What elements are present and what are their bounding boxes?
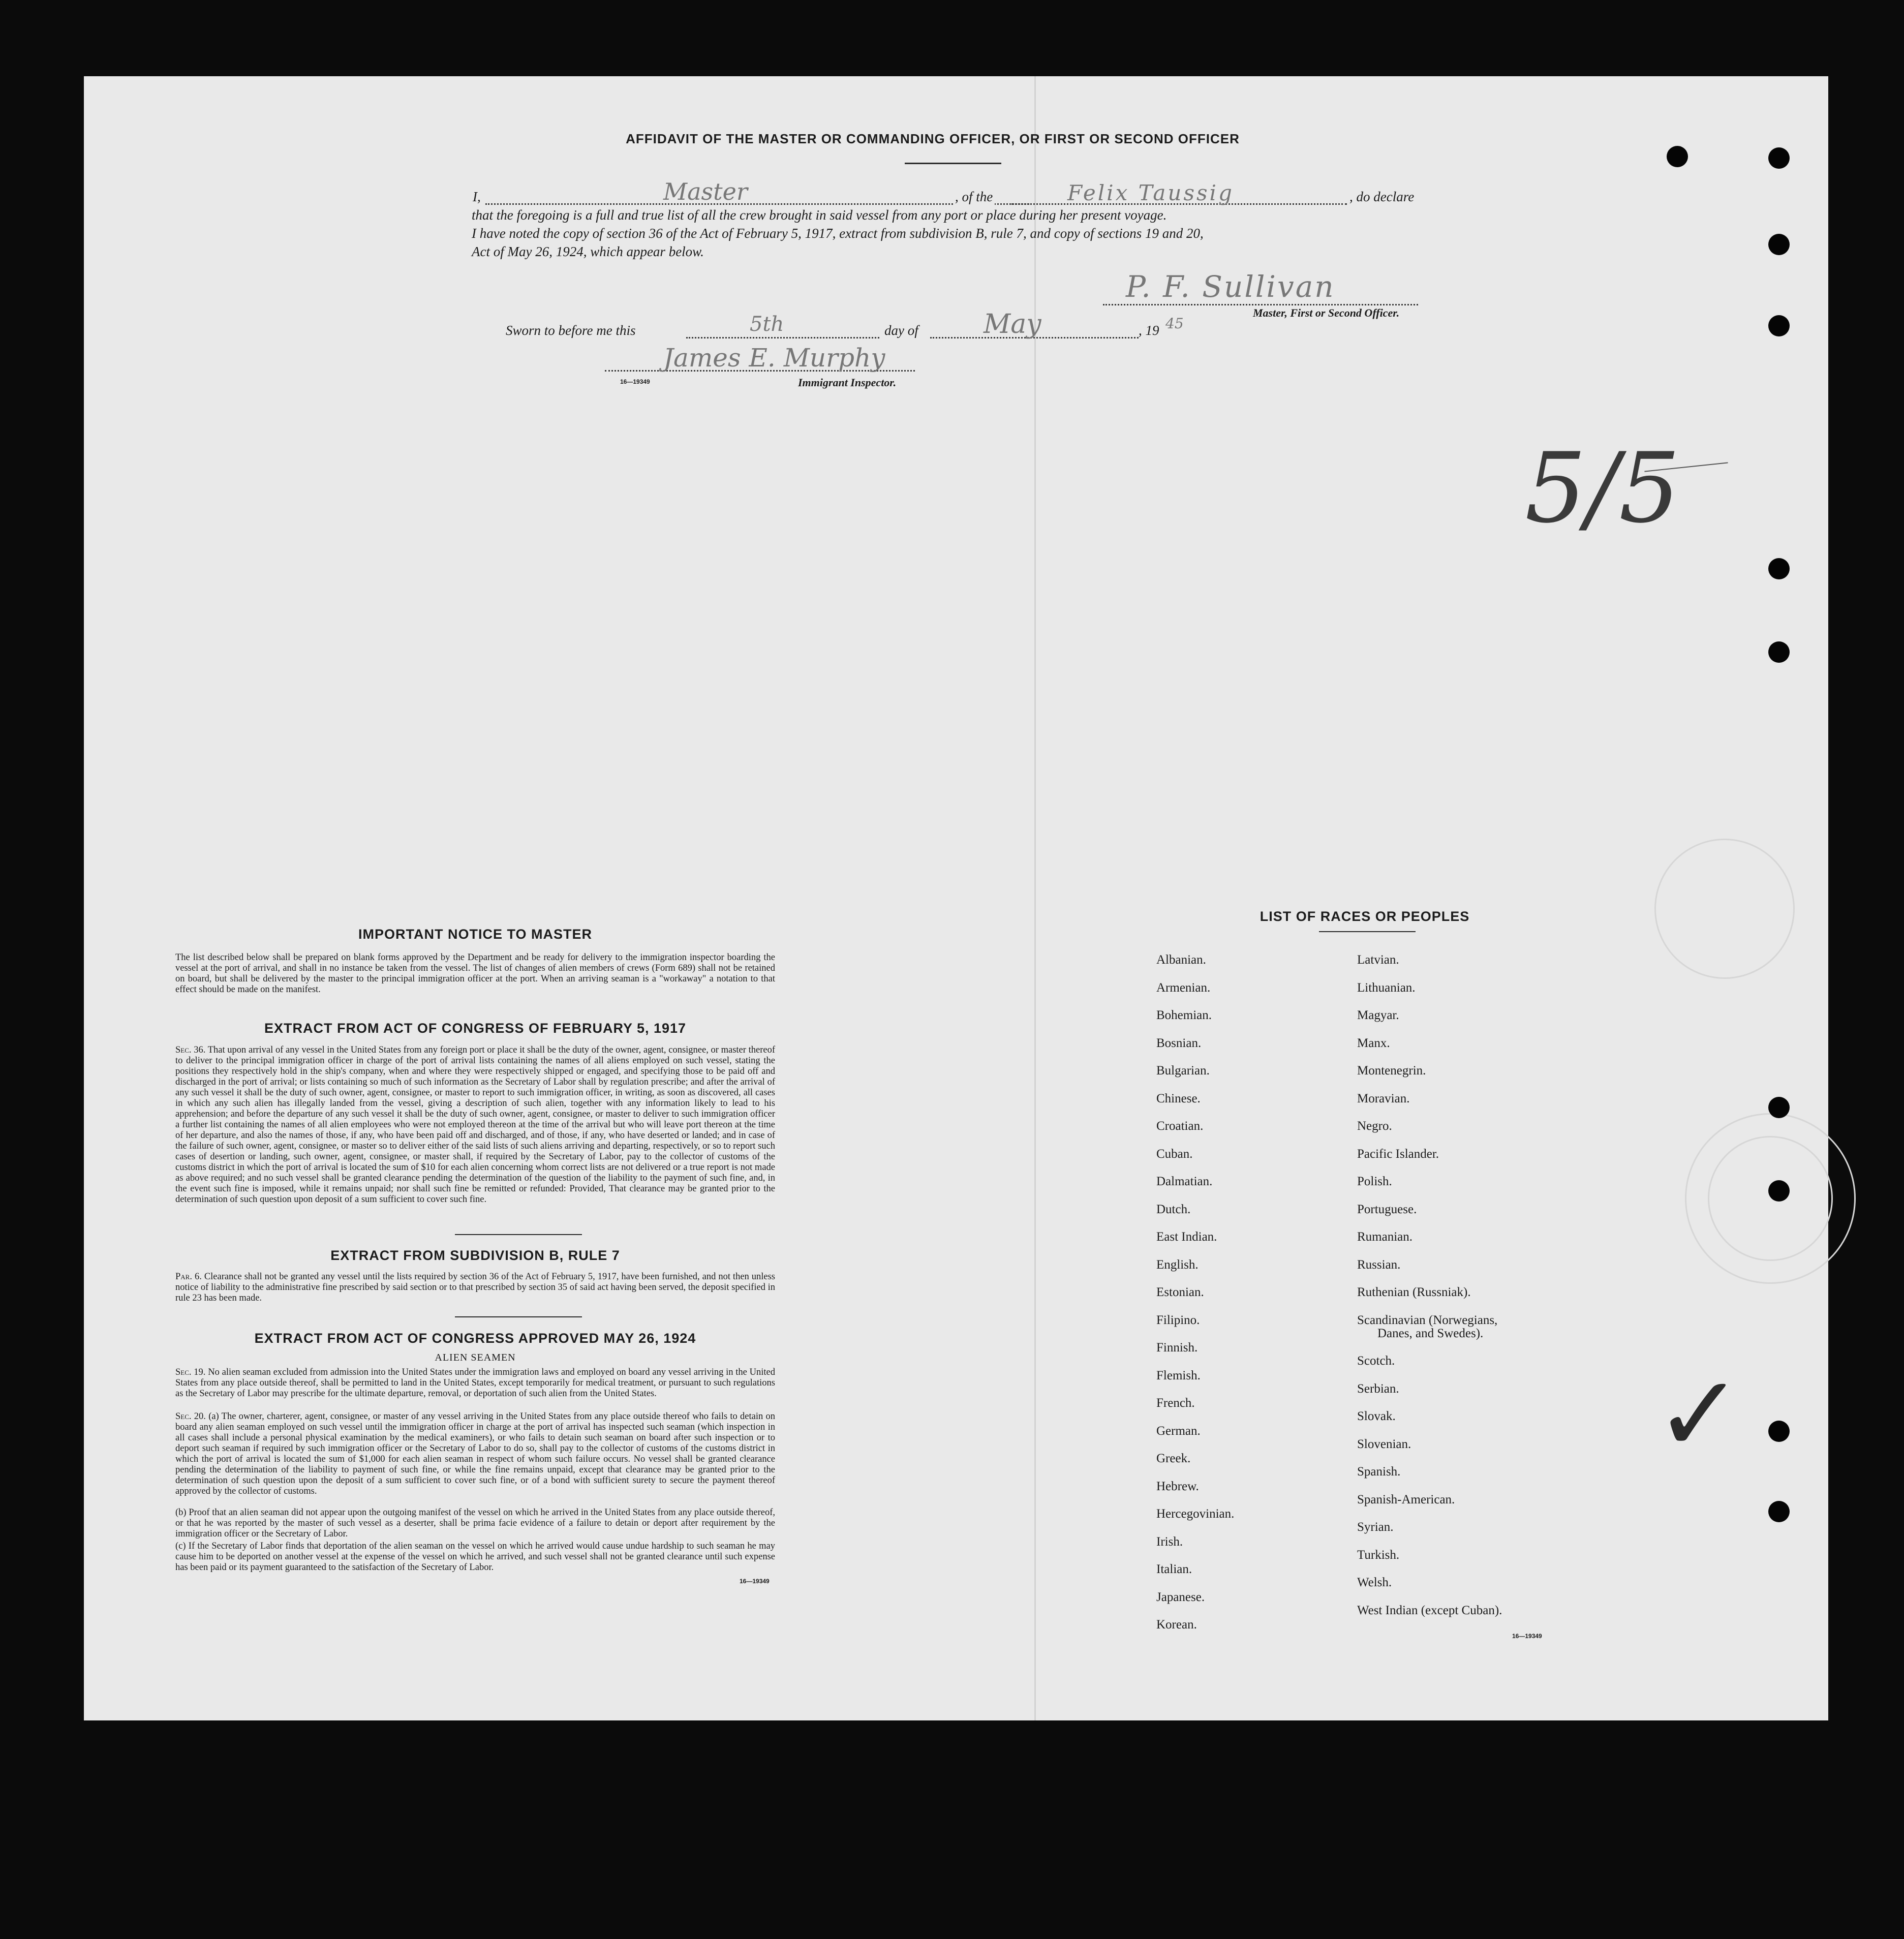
affidavit-title: AFFIDAVIT OF THE MASTER OR COMMANDING OFFICER, OR FIRST OR SECOND OFFICER [626,131,1240,146]
check-mark: ✓ [1654,1352,1744,1476]
punch-hole [1768,1421,1790,1442]
sec19-text: No alien seaman excluded from admission into the United States under the immigration laws and employed on board any vessel arriving in the United States from any place outside thereof, shall be permitted to land in the United States, except temporarily for medical treatment, or pursuant to such regulations as the Secretary of Labor may prescribe for the ultimate departure, removal, or deportation of such alien from the United States. [175,1367,776,1399]
race-item: Spanish-American. [1357,1492,1455,1506]
race-item: Hebrew. [1156,1479,1199,1493]
races-form-number: 16—19349 [1512,1633,1542,1640]
race-item: Scotch. [1357,1354,1395,1368]
day-line [686,337,879,338]
race-item: Montenegrin. [1357,1064,1426,1078]
race-item: Negro. [1357,1119,1392,1133]
extract-1917-title: EXTRACT FROM ACT OF CONGRESS OF FEBRUARY 5, 1917 [264,1021,687,1036]
day-of-label: day of [884,323,918,338]
race-item: Manx. [1357,1036,1390,1050]
affidavit-body-3: Act of May 26, 1924, which appear below. [472,244,704,259]
inspector-handwritten: James E. Murphy [663,343,885,373]
race-item: Polish. [1357,1175,1392,1188]
punch-hole [1768,641,1790,663]
race-item: Russian. [1357,1257,1401,1272]
of-the-label: , of the [953,189,995,205]
affidavit-body-1: that the foregoing is a full and true list of all the crew brought in said vessel from any port or place during her present voyage. [472,207,1167,223]
month-handwritten: May [984,309,1041,340]
document-sheet [84,76,1828,1720]
race-item: Scandinavian (Norwegians, [1357,1313,1498,1327]
race-item: Hercegovinian. [1156,1507,1235,1521]
declare-label: , do declare [1349,189,1415,204]
sworn-label: Sworn to before me this [506,323,636,338]
race-item: Pacific Islander. [1357,1147,1439,1161]
race-item: Latvian. [1357,953,1399,967]
race-item: Flemish. [1156,1368,1201,1382]
inspector-caption: Immigrant Inspector. [798,376,897,389]
divider-1 [455,1234,582,1235]
affidavit-i: I, [473,189,481,204]
embossed-seal-top [1654,839,1795,979]
year-handwritten: 45 [1165,315,1184,332]
title-underline [905,163,1001,164]
sec20a-text: (a) The owner, charterer, agent, consignee, or master of any vessel arriving in the United States from any place outside thereof who fails to detain on board any alien seaman employed on such vessel until the immigration officer in charge at the port of arrival has inspected such seaman (which inspection in all cases shall include a personal physical examination by the medical examiners), or who fails to detain such seaman on board after such inspection or to deport such seaman if required by such immigration officer or the Secretary of Labor to do so, shall pay to the collector of customs of the customs district in which the port of arrival is located the sum of $1,000 for each alien seaman in respect of whom such failure occurs. No vessel shall be granted clearance pending the determination of the liability to payment of such fine, or while the fine remains unpaid, except that clearance may be granted prior to the determination of such question upon the deposit of a sum sufficient to cover such fine, or of a bond with sufficient surety to secure the payment thereof approved by the collector of customs. [175,1411,776,1496]
page-number-mark: 5/5 [1525,432,1680,544]
name-handwritten: Master [663,178,748,205]
race-item: Portuguese. [1357,1202,1417,1216]
extract-1924-subtitle: ALIEN SEAMEN [435,1352,516,1363]
races-title: LIST OF RACES OR PEOPLES [1260,909,1470,924]
sec36-text: That upon arrival of any vessel in the United States from any foreign port or place it shall be the duty of the owner, agent, consignee, or master thereof to deliver to the principal immigration officer in charge of the port of arrival lists containing the names of all aliens employed on such vessel, stating the positions they respectively hold in the ship's company, when and where they were respectively shipped or engaged, and specifying those to be paid off and discharged in the port of arrival; or lists containing so much of such information as the Secretary of Labor shall by regulation prescribe; and after the arrival of any such vessel it shall be the duty of such owner, agent, consignee, or master to report to such immigration officer, in writing, as soon as discovered, all cases in which any such alien has illegally landed from the vessel, giving a description of such alien, together with any information likely to lead to his apprehension; and before the departure of any such vessel it shall be the duty of such owner, agent, consignee, or master to deliver to such immigration officer a further list containing the names of all alien employees who were not employed thereon at the time of the arrival but who will leave port thereon at the time of her departure, and also the names of those, if any, who have been paid off and discharged, and of those, if any, who have deserted or landed; and in case of the failure of such owner, agent, consignee, or master so to deliver either of the said lists of such aliens arriving and departing, respectively, or so to report such cases of desertion or landing, such owner, agent, consignee, or master shall, if required by the Secretary of Labor, pay to the collector of customs of the customs district in which the port of arrival is located the sum of $10 for each alien concerning whom correct lists are not delivered or a true report is not made as above required; and no such vessel shall be granted clearance pending the determination of the question of the liability to the payment of such fine, and, in the event such fine is imposed, while it remains unpaid; nor shall such fine be remitted or refunded: Provided, That clearance may be granted prior to the determination of such question upon deposit of a sum sufficient to cover such fine. [175,1045,776,1205]
races-underline [1319,931,1416,932]
race-item: Syrian. [1357,1520,1394,1534]
race-item: Spanish. [1357,1465,1401,1479]
race-item: Bohemian. [1156,1008,1212,1022]
race-item: Estonian. [1156,1285,1204,1299]
notice-form-number: 16—19349 [740,1578,770,1585]
notice-text: The list described below shall be prepared on blank forms approved by the Department and be ready for delivery to the immigration inspector boarding the vessel at the port of arrival, and shall in no instance be taken from the vessel. The list of changes of alien members of crews (Form 689) shall not be retained on board, but shall be delivered by the master to the principal immigration officer at the port. When an arriving seaman is a "workaway" a notation to that effect should be made on the manifest. [175,952,775,995]
extract-1917-text [175,1045,775,1205]
race-item: Chinese. [1156,1091,1201,1105]
punch-hole [1768,1180,1790,1202]
race-item: Moravian. [1357,1091,1410,1105]
notice-title: IMPORTANT NOTICE TO MASTER [358,927,592,942]
race-item: Danes, and Swedes). [1377,1326,1484,1340]
race-item: Bulgarian. [1156,1064,1210,1078]
race-item: Irish. [1156,1534,1183,1549]
punch-hole [1768,234,1790,255]
race-item: East Indian. [1156,1230,1217,1244]
punch-hole [1768,1501,1790,1522]
sec20b-paragraph: (b) Proof that an alien seaman did not appear upon the outgoing manifest of the vessel on which he arrived in the United States from any place outside thereof, or that he was reported by the master of such vessel as a deserter, shall be prima facie evidence of a failure to detain or deport after requirement by the immigration officer or the Secretary of Labor. [175,1507,775,1539]
race-item: Serbian. [1357,1381,1399,1396]
race-item: Italian. [1156,1562,1192,1576]
race-item: Korean. [1156,1618,1197,1632]
race-item: Bosnian. [1156,1036,1202,1050]
race-item: French. [1156,1396,1195,1410]
extract-1924-title: EXTRACT FROM ACT OF CONGRESS APPROVED MAY 26, 1924 [254,1331,696,1346]
signature-line [1103,304,1418,305]
race-item: Dutch. [1156,1202,1191,1216]
race-item: Greek. [1156,1452,1191,1465]
race-item: Ruthenian (Russniak). [1357,1285,1471,1299]
race-item: Croatian. [1156,1119,1204,1133]
race-item: Welsh. [1357,1576,1392,1589]
race-item: Lithuanian. [1357,980,1416,995]
extract-rule7-title: EXTRACT FROM SUBDIVISION B, RULE 7 [330,1248,620,1263]
race-item: West Indian (except Cuban). [1357,1603,1502,1617]
sec19-lead: Sec. 19. [175,1367,206,1377]
sec20c-paragraph: (c) If the Secretary of Labor finds that deportation of the alien seaman on the vessel on which he arrived would cause undue hardship to such seaman he may cause him to be deported on another vessel at the expense of the vessel on which he arrived, and such vessel shall not be granted clearance until such expense has been paid or its payment guaranteed to the satisfaction of the Secretary of Labor. [175,1541,775,1573]
race-item: Rumanian. [1357,1230,1413,1244]
race-item: Japanese. [1156,1590,1205,1604]
punch-hole [1768,1097,1790,1118]
name-line [485,203,1029,205]
race-item: Armenian. [1156,980,1211,995]
race-item: English. [1156,1257,1199,1272]
punch-hole [1768,147,1790,169]
sec36-lead: Sec. 36. [175,1045,206,1055]
race-item: German. [1156,1424,1201,1438]
sec20a-paragraph [175,1411,775,1497]
year-prefix: , 19 [1139,323,1159,338]
race-item: Magyar. [1357,1008,1399,1022]
day-handwritten: 5th [750,313,784,336]
race-item: Dalmatian. [1156,1175,1213,1188]
signature-handwritten: P. F. Sullivan [1126,269,1335,304]
par6-text: Clearance shall not be granted any vessel until the lists required by section 36 of the Act of February 5, 1917, have been furnished, and not then unless notice of liability to the administrative fine prescribed by said section or to that prescribed by section 35 of said act having been served, the deposit specified in rule 23 has been made. [175,1272,776,1303]
race-item: Finnish. [1156,1341,1198,1355]
sec19-paragraph [175,1367,775,1399]
race-item: Cuban. [1156,1147,1193,1161]
punch-hole [1768,558,1790,579]
affidavit-form-number: 16—19349 [620,378,650,385]
vessel-handwritten: Felix Taussig [1067,180,1234,205]
race-item: Slovak. [1357,1409,1396,1423]
race-item: Slovenian. [1357,1437,1411,1451]
affidavit-body-2: I have noted the copy of section 36 of the Act of February 5, 1917, extract from subdivision B, rule 7, and copy of sections 19 and 20, [472,226,1204,241]
signature-caption: Master, First or Second Officer. [1253,306,1400,319]
divider-2 [455,1316,582,1317]
race-item: Albanian. [1156,953,1206,967]
embossed-seal-bottom-inner [1708,1136,1833,1261]
race-item: Filipino. [1156,1313,1200,1327]
extract-rule7-text [175,1272,775,1304]
punch-hole [1768,315,1790,336]
punch-hole [1667,146,1688,167]
par6-lead: Par. 6. [175,1272,202,1282]
sec20-lead: Sec. 20. [175,1411,206,1422]
race-item: Turkish. [1357,1548,1400,1562]
